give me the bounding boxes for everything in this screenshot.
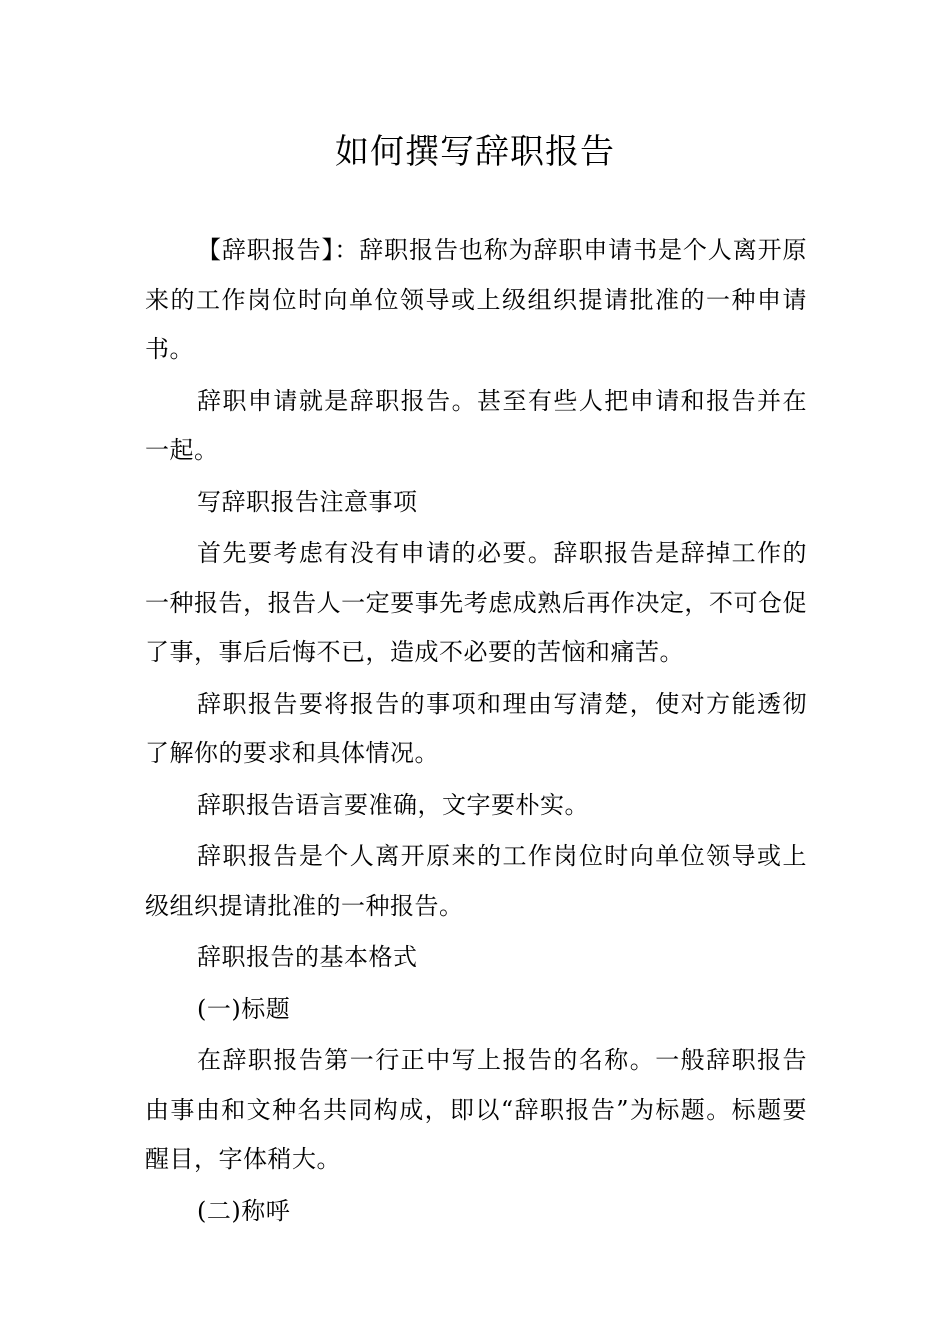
paragraph-summary: 辞职报告是个人离开原来的工作岗位时向单位领导或上级组织提请批准的一种报告。 [145, 842, 807, 920]
paragraph-language: 辞职报告语言要准确，文字要朴实。 [197, 790, 589, 819]
subheading-salutation: (二)称呼 [197, 1196, 291, 1225]
document-body [145, 226, 807, 1238]
paragraph-equivalence: 辞职申请就是辞职报告。甚至有些人把申请和报告并在一起。 [145, 386, 807, 464]
heading-notes: 写辞职报告注意事项 [197, 487, 418, 516]
paragraph-title-rules: 在辞职报告第一行正中写上报告的名称。一般辞职报告由事由和文种名共同构成，即以“辞职报告”为标题。标题要醒目，字体稍大。 [145, 1046, 807, 1173]
heading-format: 辞职报告的基本格式 [197, 943, 418, 971]
paragraph-consider: 首先要考虑有没有申请的必要。辞职报告是辞掉工作的一种报告，报告人一定要事先考虑成熟后再作决定，不可仓促了事，事后后悔不已，造成不必要的苦恼和痛苦。 [145, 539, 807, 666]
subheading-title: (一)标题 [197, 994, 291, 1023]
document-title: 如何撰写辞职报告 [335, 132, 615, 172]
paragraph-reasons: 辞职报告要将报告的事项和理由写清楚，使对方能透彻了解你的要求和具体情况。 [145, 689, 807, 767]
paragraph-definition: 【辞职报告】：辞职报告也称为辞职申请书是个人离开原来的工作岗位时向单位领导或上级组织提请批准的一种申请书。 [145, 236, 807, 363]
